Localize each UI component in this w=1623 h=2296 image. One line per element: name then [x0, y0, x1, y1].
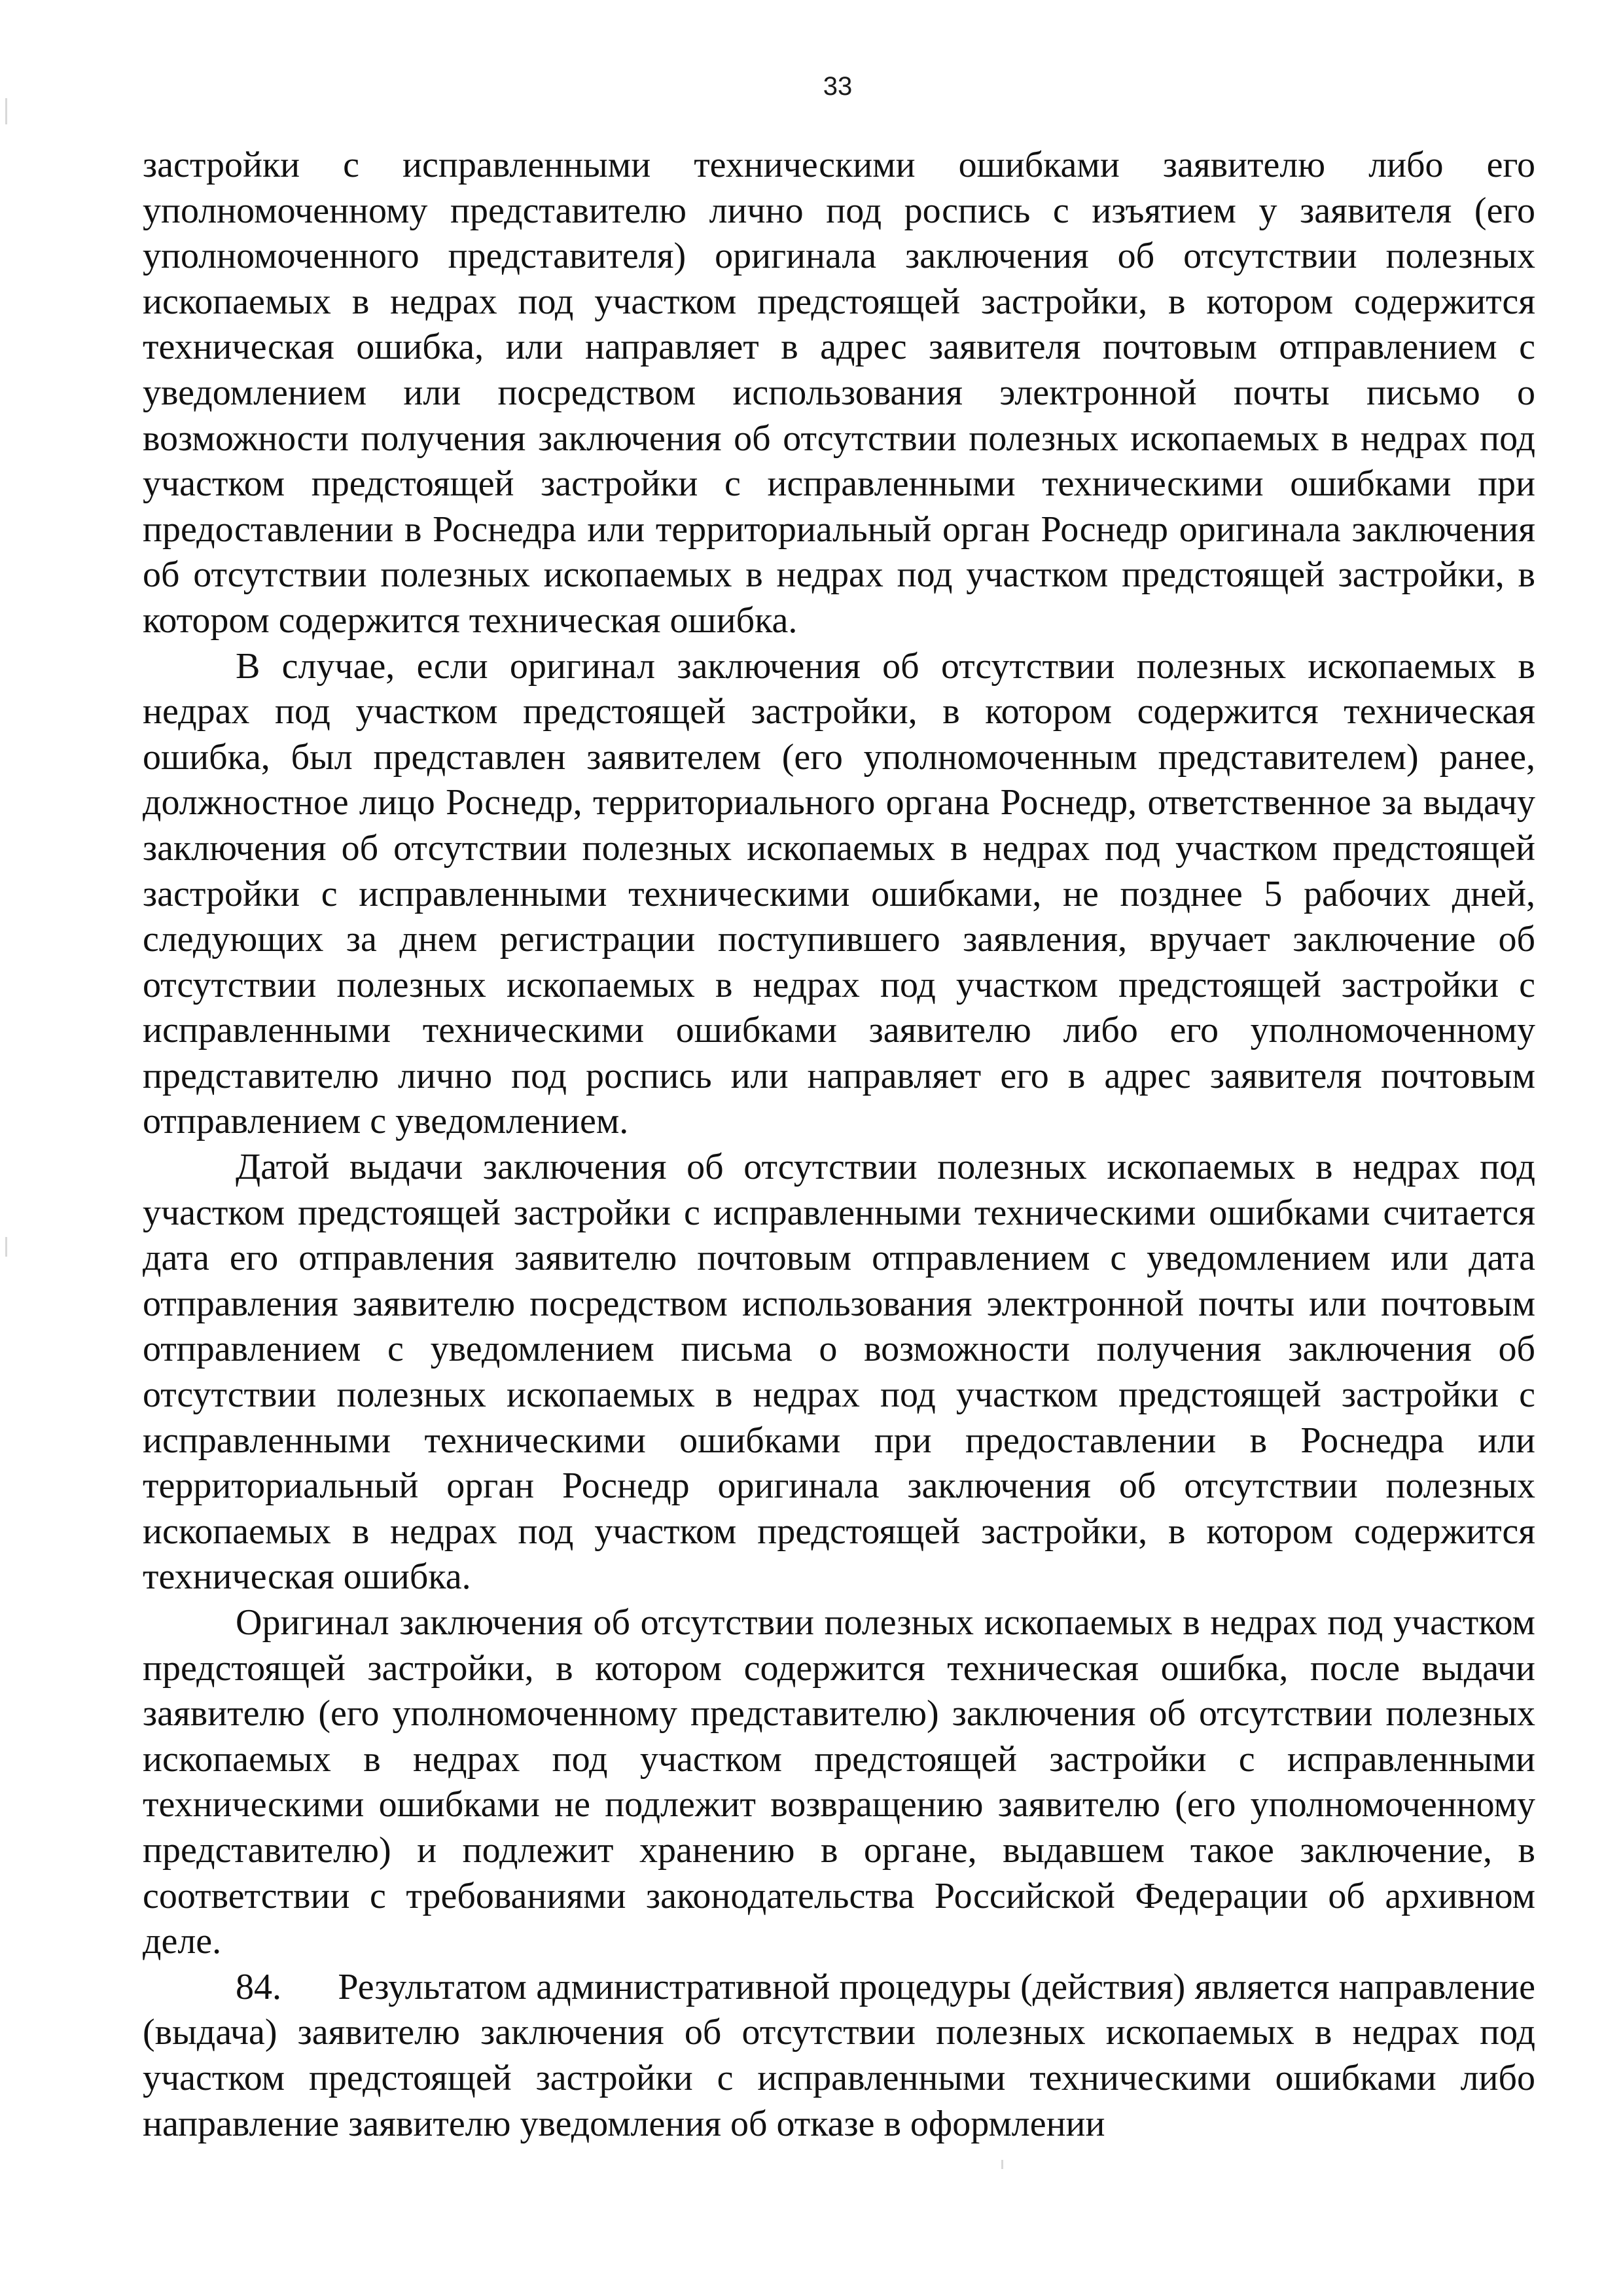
- paragraph: Оригинал заключения об отсутствии полезных ископаемых в недрах под участком предстоящей застройки, в котором содержится техническая ошибка, после выдачи заявителю (его уполномоченному представителю) заключения об отсутствии полезных ископаемых в недрах под участком предстоящей застройки с исправленными техническими ошибками не подлежит возвращению заявителю (его уполномоченному представителю) и подлежит хранению в органе, выдавшем такое заключение, в соответствии с требованиями законодательства Российской Федерации об архивном деле.: [143, 1602, 1535, 1962]
- paragraph-number: 84.: [236, 1966, 281, 2007]
- paragraph: В случае, если оригинал заключения об отсутствии полезных ископаемых в недрах под участком предстоящей застройки, в котором содержится техническая ошибка, был представлен заявителем (его уполномоченным представителем) ранее, должностное лицо Роснедр, территориального органа Роснедр, ответственное за выдачу заключения об отсутствии полезных ископаемых в недрах под участком предстоящей застройки с исправленными техническими ошибками, не позднее 5 рабочих дней, следующих за днем регистрации поступившего заявления, вручает заключение об отсутствии полезных ископаемых в недрах под участком предстоящей застройки с исправленными техническими ошибками заявителю либо его уполномоченному представителю лично под роспись или направляет его в адрес заявителя почтовым отправлением с уведомлением.: [143, 645, 1535, 1142]
- document-body: [143, 143, 1535, 2147]
- scan-mark: [1001, 2160, 1003, 2169]
- scan-mark: [5, 1237, 7, 1257]
- page-number: 33: [823, 72, 853, 101]
- numbered-paragraph: [143, 1965, 1535, 2147]
- paragraph: Датой выдачи заключения об отсутствии полезных ископаемых в недрах под участком предстоящей застройки с исправленными техническими ошибками считается дата его отправления заявителю почтовым отправлением с уведомлением или дата отправления заявителю посредством использования электронной почты или почтовым отправлением с уведомлением письма о возможности получения заключения об отсутствии полезных ископаемых в недрах под участком предстоящей застройки с исправленными техническими ошибками при предоставлении в Роснедра или территориальный орган Роснедр оригинала заключения об отсутствии полезных ископаемых в недрах под участком предстоящей застройки, в котором содержится техническая ошибка.: [143, 1147, 1535, 1598]
- paragraph-continuation: застройки с исправленными техническими ошибками заявителю либо его уполномоченному представителю лично под роспись с изъятием у заявителя (его уполномоченного представителя) оригинала заключения об отсутствии полезных ископаемых в недрах под участком предстоящей застройки, в котором содержится техническая ошибка, или направляет в адрес заявителя почтовым отправлением с уведомлением или посредством использования электронной почты письмо о возможности получения заключения об отсутствии полезных ископаемых в недрах под участком предстоящей застройки с исправленными техническими ошибками при предоставлении в Роснедра или территориальный орган Роснедр оригинала заключения об отсутствии полезных ископаемых в недрах под участком предстоящей застройки, в котором содержится техническая ошибка.: [143, 145, 1535, 641]
- scan-mark: [5, 98, 7, 124]
- paragraph-text: Результатом административной процедуры (действия) является направление (выдача) заявителю заключения об отсутствии полезных ископаемых в недрах под участком предстоящей застройки с исправленными техническими ошибками либо направление заявителю уведомления об отказе в оформлении: [143, 1966, 1536, 2144]
